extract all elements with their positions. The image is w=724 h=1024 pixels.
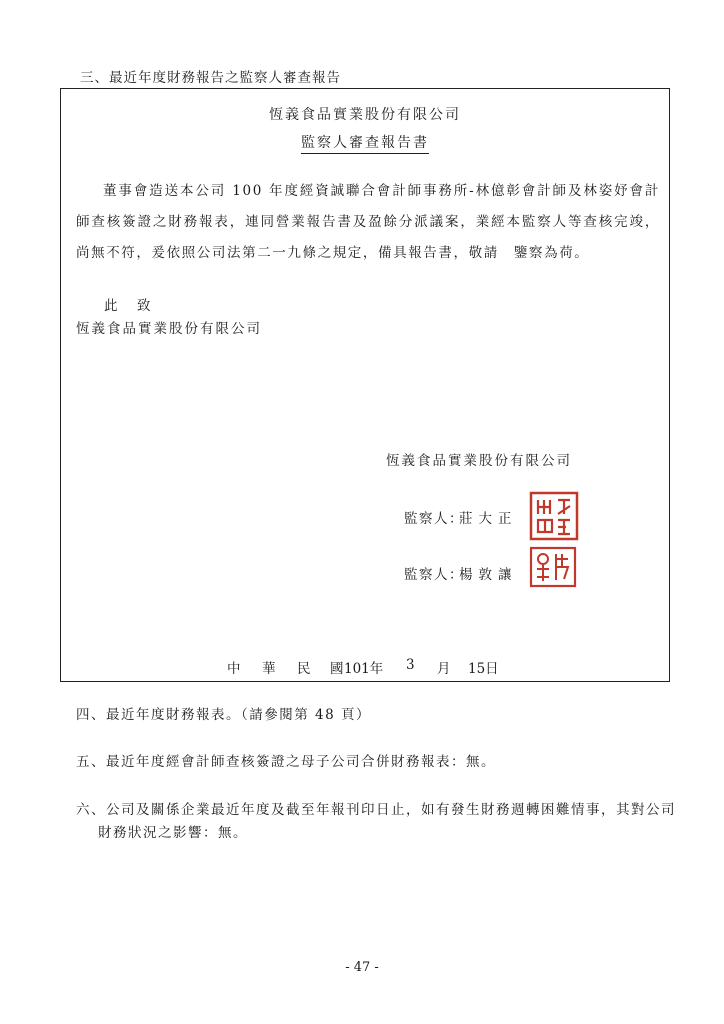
supervisor-label: 監察人：	[404, 567, 464, 583]
date-char: 華	[262, 661, 276, 677]
item-six-line1: 六、公司及關係企業最近年度及截至年報刊印日止，如有發生財務週轉困難情事，其對公司	[76, 802, 676, 818]
company-title: 恆義食品實業股份有限公司	[269, 107, 461, 123]
salutation: 此 致	[104, 298, 154, 314]
item-four: 四、最近年度財務報表。（請參閱第 48 頁）	[76, 707, 372, 723]
item-five: 五、最近年度經會計師查核簽證之母子公司合併財務報表：無。	[76, 754, 496, 770]
report-body: 董事會造送本公司 100 年度經資誠聯合會計師事務所-林億彰會計師及林姿妤會計師查核簽證之財務報表，連同營業報告書及盈餘分派議案，業經本監察人等查核完竣，尚無不符，爰依照公司法第二一九條之規定，備具報告書，敬請 鑒察為荷。	[76, 183, 660, 261]
supervisor-label: 監察人：	[404, 511, 464, 527]
supervisor-name: 楊敦讓	[459, 567, 518, 583]
item-six	[76, 799, 676, 845]
date-month-unit: 月	[437, 661, 451, 677]
date-month: 3	[406, 657, 415, 673]
date-char: 國	[330, 661, 344, 677]
report-title	[60, 132, 670, 152]
supervisor-seal-icon	[528, 545, 578, 589]
page-number: - 47 -	[345, 960, 379, 975]
signer-company: 恆義食品實業股份有限公司	[386, 453, 572, 469]
supervisor-name: 莊大正	[459, 511, 518, 527]
report-title-text: 監察人審查報告書	[301, 135, 429, 154]
section-heading: 三、最近年度財務報告之監察人審查報告	[80, 70, 341, 86]
supervisor-seal-icon	[528, 490, 580, 542]
date-day: 15日	[468, 661, 499, 677]
recipient: 恆義食品實業股份有限公司	[76, 321, 262, 337]
date-char: 中	[227, 661, 241, 677]
item-six-line2: 財務狀況之影響：無。	[98, 825, 248, 841]
date-year: 101年	[344, 661, 384, 677]
date-char: 民	[297, 661, 311, 677]
